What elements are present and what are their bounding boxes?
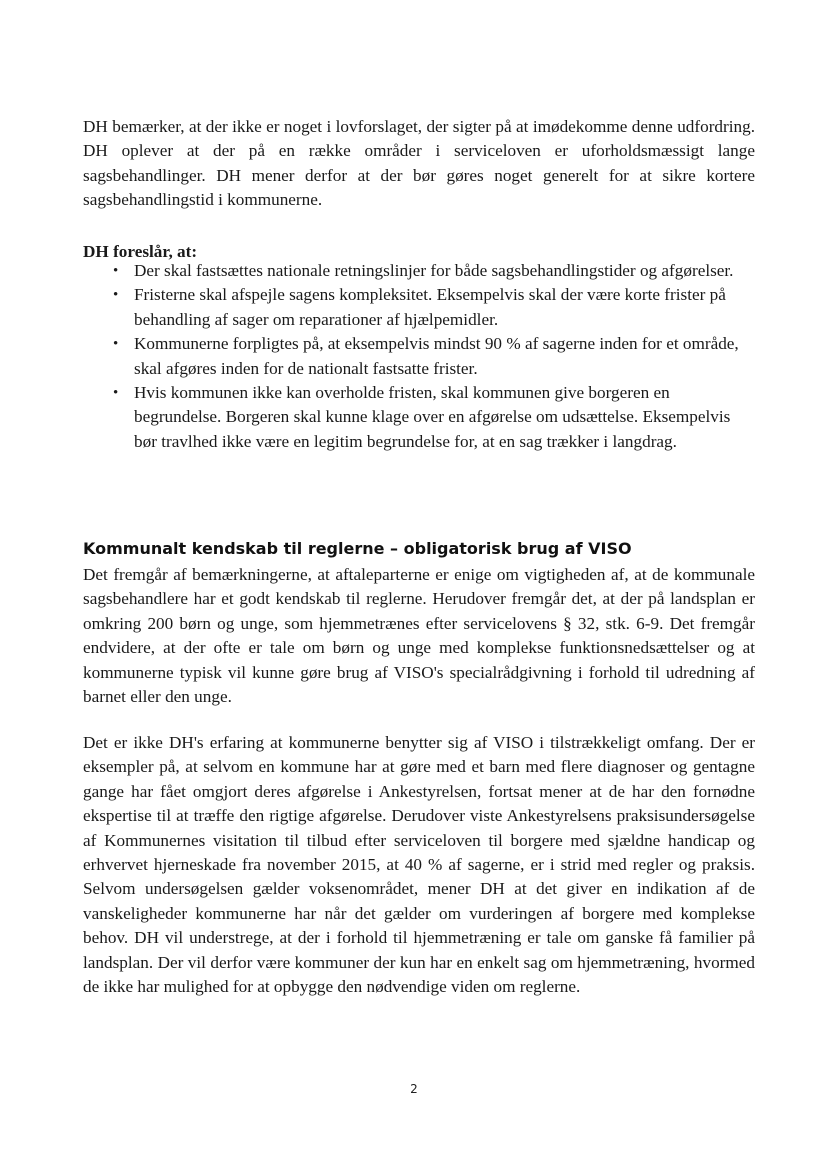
- section-paragraph-1: Det fremgår af bemærkningerne, at aftaleparterne er enige om vigtigheden af, at de kommunale sagsbehandlere har et godt kendskab til reglerne. Herudover fremgår det, at der på landsplan er omkring 200 børn og unge, som hjemmetrænes efter servicelovens § 32, stk. 6-9. Det fremgår endvidere, at der ofte er tale om børn og unge med komplekse funktionsnedsættelser og at kommunerne typisk vil kunne gøre brug af VISO's specialrådgivning i forhold til udredning af barnet eller den unge.: [83, 565, 755, 707]
- proposal-list: [83, 259, 743, 454]
- section-heading: Kommunalt kendskab til reglerne – obligatorisk brug af VISO: [83, 539, 632, 558]
- bullet-icon: •: [113, 336, 119, 353]
- list-item: [83, 283, 743, 332]
- bullet-icon: •: [113, 287, 119, 304]
- list-item-text: Hvis kommunen ikke kan overholde fristen, skal kommunen give borgeren en begrundelse. Borgeren skal kunne klage over en afgørelse om udsættelse. Eksempelvis bør travlhed ikke være en legitim begrundelse for, at en sag trækker i langdrag.: [134, 383, 731, 451]
- list-item-text: Fristerne skal afspejle sagens kompleksitet. Eksempelvis skal der være korte frister på behandling af sager om reparationer af hjælpemidler.: [134, 285, 726, 329]
- page-number: 2: [410, 1082, 418, 1096]
- intro-paragraph: DH bemærker, at der ikke er noget i lovforslaget, der sigter på at imødekomme denne udfordring. DH oplever at der på en række områder i serviceloven er uforholdsmæssigt lange sagsbehandlinger. DH mener derfor at der bør gøres noget generelt for at sikre kortere sagsbehandlingstid i kommunerne.: [83, 117, 755, 210]
- section-paragraph-2: Det er ikke DH's erfaring at kommunerne benytter sig af VISO i tilstrækkeligt omfang. Der er eksempler på, at selvom en kommune har at gøre med et barn med flere diagnoser og gentagne gange har fået omgjort deres afgørelse i Ankestyrelsen, fortsat mener at de har den fornødne ekspertise til at træffe den rigtige afgørelse. Derudover viste Ankestyrelsens praksisundersøgelse af Kommunernes visitation til tilbud efter serviceloven til borgere med sjældne handicap og erhvervet hjerneskade fra november 2015, at 40 % af sagerne, er i strid med regler og praksis. Selvom undersøgelsen gælder voksenområdet, mener DH at det giver en indikation af de vanskeligheder kommunerne har når det gælder om vurderingen af borgere med komplekse behov. DH vil understrege, at der i forhold til hjemmetræning er tale om ganske få familier på landsplan. Der vil derfor være kommuner der kun har en enkelt sag om hjemmetræning, hvormed de ikke har mulighed for at opbygge den nødvendige viden om reglerne.: [83, 733, 755, 997]
- list-item-text: Kommunerne forpligtes på, at eksempelvis mindst 90 % af sagerne inden for et område, skal afgøres inden for de nationalt fastsatte frister.: [134, 334, 739, 378]
- list-item-text: Der skal fastsættes nationale retningslinjer for både sagsbehandlingstider og afgørelser.: [134, 261, 734, 280]
- list-item: [83, 259, 743, 283]
- list-item: [83, 332, 743, 381]
- proposal-heading: DH foreslår, at:: [83, 242, 198, 261]
- list-item: [83, 381, 743, 454]
- bullet-icon: •: [113, 263, 119, 279]
- bullet-icon: •: [113, 385, 119, 402]
